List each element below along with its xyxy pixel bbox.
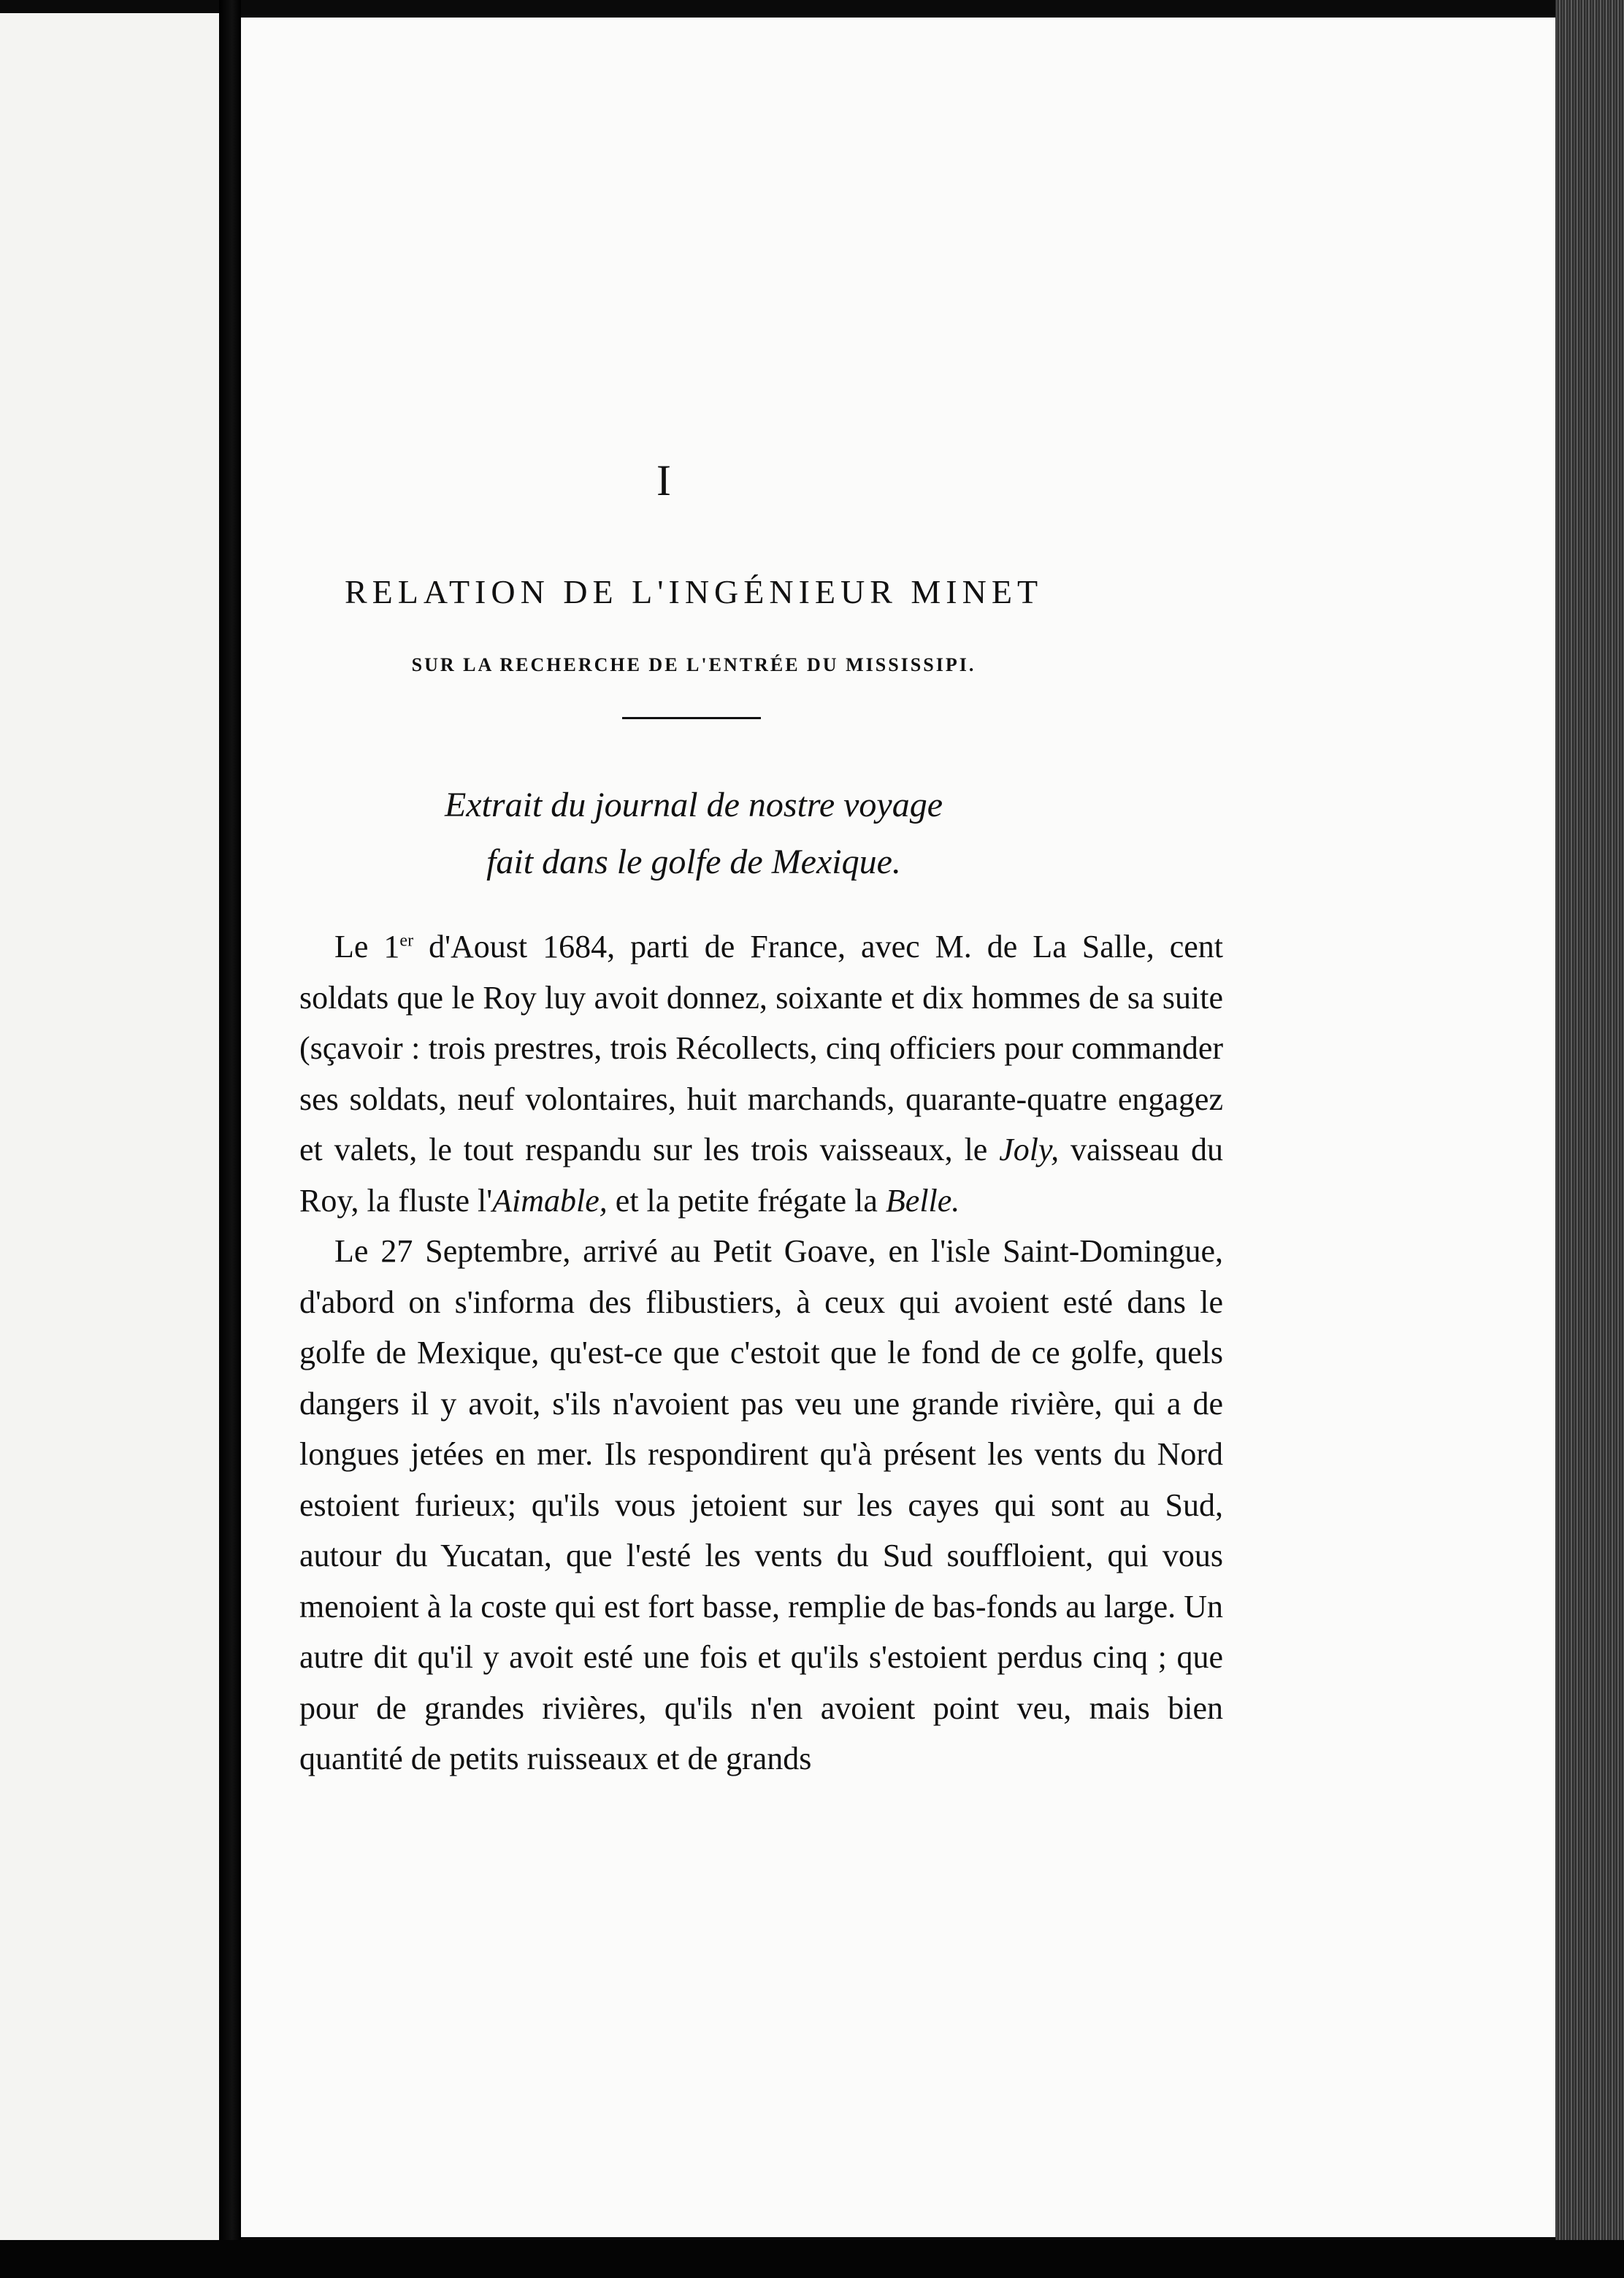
extract-heading — [299, 777, 1088, 891]
paragraph-1-text-a: d'Aoust 1684, parti de France, avec M. de La Salle, cent soldats que le Roy luy avoit donnez, soixante et dix hommes de sa suite (sçavoir : trois prestres, trois Récollects, cinq officiers pour commander ses soldats, neuf volontaires, huit marchands, quarante-quatre engagez et valets, le tout respandu sur les trois vaisseaux, le — [299, 929, 1223, 1167]
ship-name-belle: Belle. — [885, 1182, 960, 1219]
bottom-shadow — [0, 2240, 1624, 2278]
book-page — [241, 18, 1555, 2237]
paragraph-1-sup: er — [399, 931, 414, 951]
page-stack-edge — [1555, 0, 1624, 2278]
extract-heading-line2: fait dans le golfe de Mexique. — [486, 843, 901, 881]
paragraph-1-text-b: vaisseau du Roy, la fluste l' — [299, 1132, 1223, 1219]
paragraph-1-lead: Le 1 — [334, 929, 400, 964]
body-text — [299, 921, 1223, 1784]
title-rule — [622, 717, 761, 719]
paragraph-2: Le 27 Septembre, arrivé au Petit Goave, en l'isle Saint-Domingue, d'abord on s'informa des flibustiers, à ceux qui avoient esté dans le golfe de Mexique, qu'est-ce que c'estoit que le fond de ce golfe, quels dangers il y avoit, s'ils n'avoient pas veu une grande rivière, qui a de longues jetées en mer. Ils respondirent qu'à présent les vents du Nord estoient furieux; qu'ils vous jetoient sur les cayes qui sont au Sud, autour du Yucatan, que l'esté les vents du Sud souffloient, qui vous menoient à la coste qui est fort basse, remplie de bas-fonds au large. Un autre dit qu'il y avoit esté une fois et qu'ils s'estoient perdus cinq ; que pour de grandes rivières, qu'ils n'en avoient point veu, mais bien quantité de petits ruisseaux et de grands — [299, 1233, 1223, 1776]
book-gutter — [219, 0, 241, 2278]
previous-page-edge — [0, 13, 219, 2240]
paragraph-1 — [299, 921, 1223, 1226]
ship-name-aimable: Aimable, — [492, 1182, 608, 1219]
chapter-number: I — [656, 456, 673, 505]
chapter-title: RELATION DE L'INGÉNIEUR MINET — [344, 573, 1043, 610]
chapter-subtitle: SUR LA RECHERCHE DE L'ENTRÉE DU MISSISSIPI. — [411, 654, 976, 675]
ship-name-joly: Joly, — [999, 1132, 1060, 1167]
paragraph-1-text-c: et la petite frégate la — [607, 1182, 886, 1219]
extract-heading-line1: Extrait du journal de nostre voyage — [444, 786, 943, 824]
